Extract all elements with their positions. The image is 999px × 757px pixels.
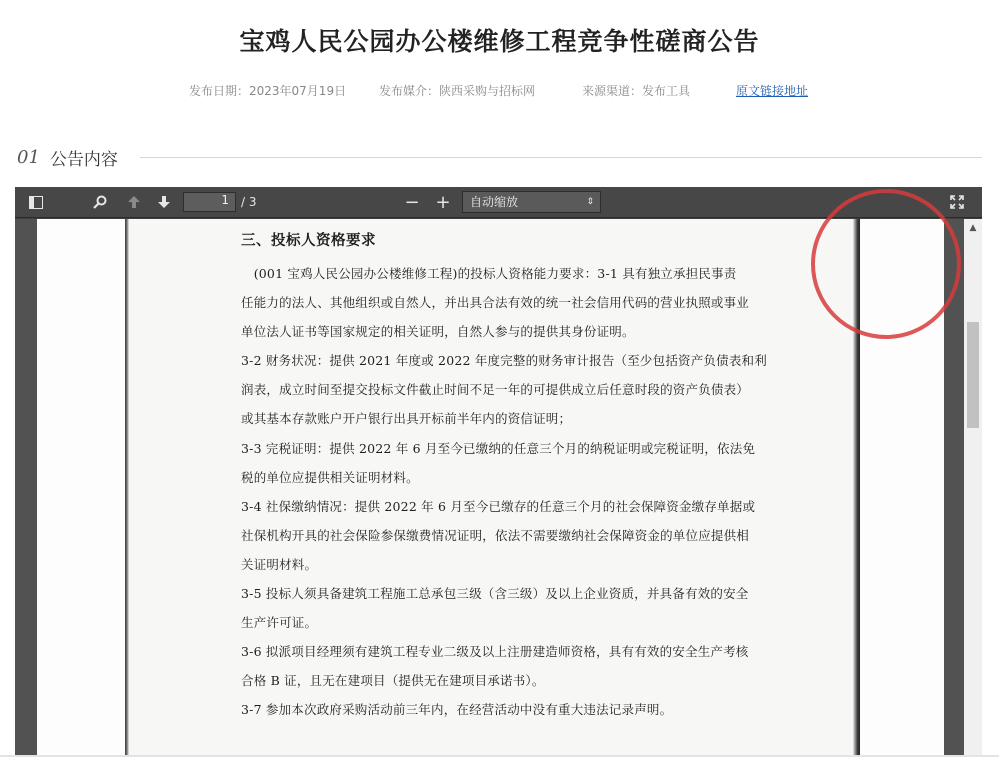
document-line: (001 宝鸡人民公园办公楼维修工程)的投标人资格能力要求：3-1 具有独立承担民事责	[241, 266, 737, 281]
vertical-scrollbar[interactable]	[964, 219, 982, 757]
section-header	[17, 143, 982, 171]
pdf-viewer	[15, 187, 982, 757]
page-total: / 3	[241, 195, 257, 209]
document-line: 合格 B 证，且无在建项目（提供无在建项目承诺书）。	[241, 673, 545, 689]
document-line: 润表，成立时间至提交投标文件截止时间不足一年的可提供成立后任意时段的资产负债表）	[241, 382, 750, 398]
document-line: 3-3 完税证明：提供 2022 年 6 月至今已缴纳的任意三个月的纳税证明或完税证明，依法免	[241, 440, 756, 456]
document-line: 3-5 投标人须具备建筑工程施工总承包三级（含三级）及以上企业资质，并具备有效的安全	[241, 586, 749, 602]
red-seal-stamp	[811, 189, 961, 339]
document-line: 3-4 社保缴纳情况：提供 2022 年 6 月至今已缴存的任意三个月的社会保障资金缴存单据或	[241, 498, 756, 514]
publish-media: 发布媒介：陕西采购与招标网	[379, 84, 536, 98]
zoom-select[interactable]	[462, 191, 601, 213]
previous-page-icon[interactable]	[121, 191, 147, 213]
document-line: 单位法人证书等国家规定的相关证明，自然人参与的提供其身份证明。	[241, 324, 635, 340]
page-title: 宝鸡人民公园办公楼维修工程竞争性磋商公告	[239, 27, 760, 56]
scan-edge-left	[125, 219, 129, 757]
document-line: 税的单位应提供相关证明材料。	[241, 469, 419, 485]
section-number: 01	[17, 146, 40, 168]
pdf-canvas	[15, 219, 964, 757]
page-number-input[interactable]: 1	[183, 192, 236, 212]
document-line: 任能力的法人、其他组织或自然人，并出具合法有效的统一社会信用代码的营业执照或事业	[241, 295, 750, 311]
section-label: 公告内容	[49, 149, 118, 170]
next-page-icon[interactable]	[151, 191, 177, 213]
zoom-out-icon[interactable]: −	[404, 191, 420, 213]
document-line: 关证明材料。	[241, 556, 318, 572]
section-divider	[140, 157, 982, 158]
publish-date: 发布日期：2023年07月19日	[189, 84, 347, 98]
scroll-up-icon[interactable]: ▲	[969, 223, 977, 233]
pdf-page	[37, 219, 944, 757]
document-line: 3-6 拟派项目经理须有建筑工程专业二级及以上注册建造师资格，具有有效的安全生产考核	[241, 644, 749, 660]
document-line: 生产许可证。	[241, 615, 318, 631]
zoom-in-icon[interactable]: +	[435, 191, 451, 213]
fullscreen-icon[interactable]	[944, 191, 970, 213]
document-line: 社保机构开具的社会保险参保缴费情况证明，依法不需要缴纳社会保障资金的单位应提供相	[241, 527, 750, 543]
document-line: 或其基本存款账户开户银行出具开标前半年内的资信证明；	[241, 411, 572, 427]
document-body	[241, 229, 767, 725]
sidebar-toggle-icon[interactable]	[23, 191, 49, 213]
document-line: 3-2 财务状况：提供 2021 年度或 2022 年度完整的财务审计报告（至少包括资产负债表和利	[241, 353, 767, 369]
source-channel: 来源渠道：发布工具	[582, 84, 691, 98]
scroll-thumb[interactable]	[967, 322, 979, 428]
document-lines	[241, 259, 767, 725]
chevron-updown-icon: ⇕	[586, 197, 594, 207]
zoom-select-value: 自动缩放	[470, 195, 519, 209]
search-icon[interactable]	[87, 191, 113, 213]
document-line: 3-7 参加本次政府采购活动前三年内，在经营活动中没有重大违法记录声明。	[241, 702, 673, 718]
document-heading: 三、投标人资格要求	[241, 233, 376, 249]
original-link[interactable]: 原文链接地址	[736, 84, 809, 98]
